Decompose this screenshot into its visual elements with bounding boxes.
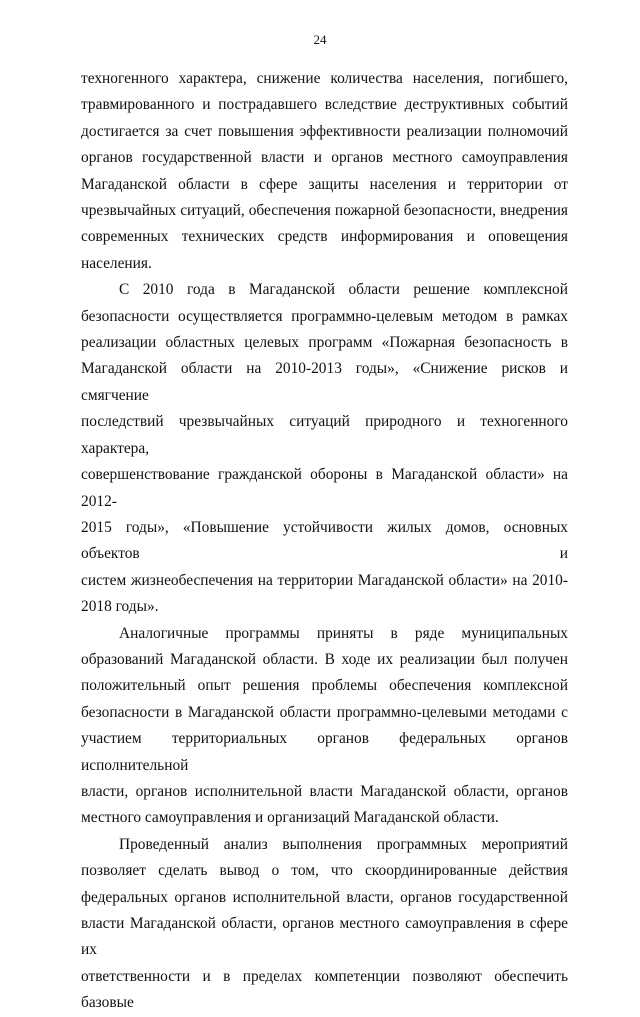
- paragraph-line: местного самоуправления и организаций Магаданской области.: [81, 809, 499, 827]
- paragraph-line: населения.: [81, 254, 152, 272]
- paragraph-line: последствий чрезвычайных ситуаций природного и техногенного характера,: [81, 413, 568, 457]
- paragraph-line: безопасности в Магаданской области программно-целевыми методами с: [81, 703, 568, 721]
- paragraph-line: безопасности осуществляется программно-целевым методом в рамках: [81, 307, 568, 325]
- paragraph-line: участием территориальных органов федеральных органов исполнительной: [81, 730, 568, 774]
- paragraph-line: образований Магаданской области. В ходе их реализации был получен: [81, 650, 568, 668]
- paragraph-line: техногенного характера, снижение количества населения, погибшего,: [81, 70, 568, 87]
- paragraph-line: власти Магаданской области, органов местного самоуправления в сфере их: [81, 915, 568, 959]
- paragraph-line: Проведенный анализ выполнения программных мероприятий: [119, 835, 568, 853]
- paragraph-line: ответственности и в пределах компетенции позволяют обеспечить базовые: [81, 967, 568, 1012]
- paragraph-line: совершенствование гражданской обороны в Магаданской области» на 2012-: [81, 466, 568, 510]
- paragraph-line: 2018 годы».: [81, 598, 159, 616]
- paragraph-line: С 2010 года в Магаданской области решение комплексной: [119, 281, 568, 299]
- paragraph-line: травмированного и пострадавшего вследствие деструктивных событий: [81, 96, 568, 114]
- document-body: [81, 66, 568, 1017]
- page-number: 24: [313, 32, 327, 47]
- paragraph-line: позволяет сделать вывод о том, что скоординированные действия: [81, 862, 568, 880]
- paragraph-line: 2015 годы», «Повышение устойчивости жилых домов, основных объектов и: [81, 518, 568, 563]
- paragraph-line: систем жизнеобеспечения на территории Магаданской области» на 2010-: [81, 571, 568, 589]
- paragraph-line: положительный опыт решения проблемы обеспечения комплексной: [81, 677, 568, 695]
- paragraph-line: достигается за счет повышения эффективности реализации полномочий: [81, 122, 568, 140]
- paragraph-line: реализации областных целевых программ «Пожарная безопасность в: [81, 334, 568, 352]
- paragraph-line: Магаданской области на 2010-2013 годы», «Снижение рисков и смягчение: [81, 360, 568, 404]
- paragraph-line: чрезвычайных ситуаций, обеспечения пожарной безопасности, внедрения: [81, 202, 568, 220]
- paragraph-line: Аналогичные программы приняты в ряде муниципальных: [119, 624, 568, 642]
- paragraph-line: современных технических средств информирования и оповещения: [81, 228, 568, 246]
- paragraph-line: органов государственной власти и органов местного самоуправления: [81, 149, 568, 167]
- paragraph-line: Магаданской области в сфере защиты населения и территории от: [81, 175, 568, 193]
- paragraph-line: власти, органов исполнительной власти Магаданской области, органов: [81, 782, 568, 800]
- paragraph-line: федеральных органов исполнительной власти, органов государственной: [81, 888, 568, 906]
